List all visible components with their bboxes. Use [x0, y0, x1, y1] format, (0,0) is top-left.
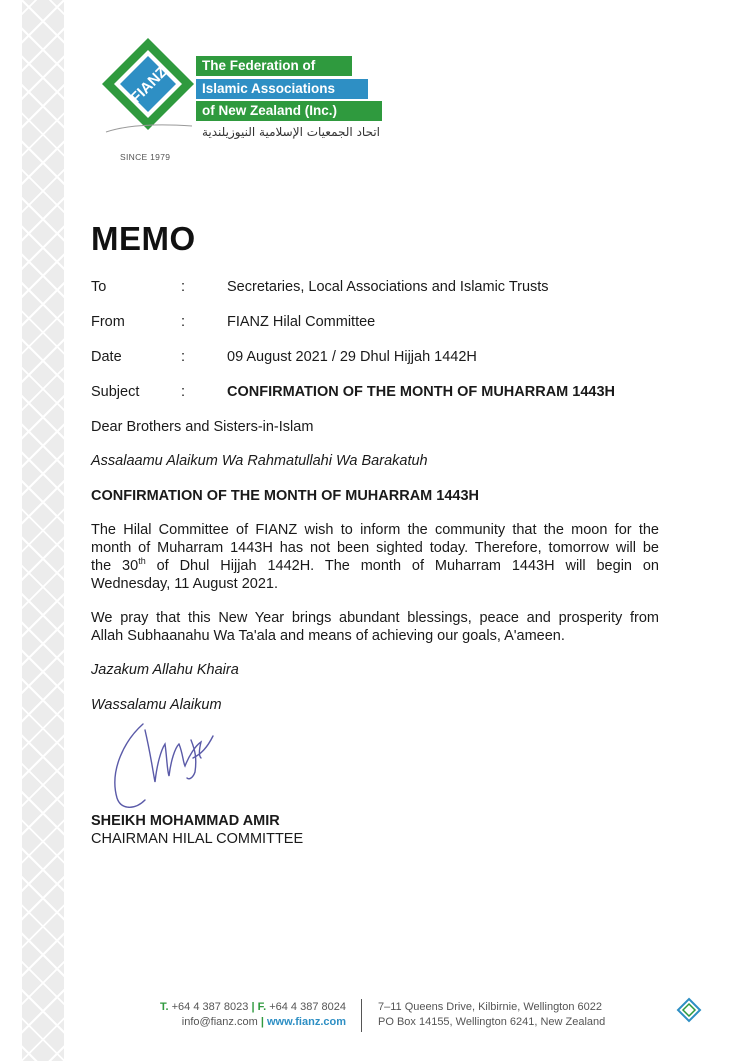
- footer-contact: [150, 1000, 346, 1030]
- paragraph-1-line-3-sup: th: [138, 556, 146, 567]
- logo-arabic-text: اتحاد الجمعيات الإسلامية النيوزيلندية: [201, 125, 380, 139]
- email-link[interactable]: info@fianz.com: [181, 1016, 258, 1028]
- phone-label: T.: [159, 1001, 169, 1013]
- field-subject-value: CONFIRMATION OF THE MONTH OF MUHARRAM 1443H: [227, 384, 616, 400]
- salutation: Dear Brothers and Sisters-in-Islam: [91, 419, 314, 435]
- field-from-value: FIANZ Hilal Committee: [227, 314, 376, 330]
- body-heading: CONFIRMATION OF THE MONTH OF MUHARRAM 1443H: [91, 488, 480, 504]
- field-to-colon: :: [181, 279, 186, 295]
- field-date-value: 09 August 2021 / 29 Dhul Hijjah 1442H: [227, 349, 477, 365]
- paragraph-2: [91, 609, 659, 645]
- signatory-title: CHAIRMAN HILAL COMMITTEE: [91, 831, 304, 847]
- website-link[interactable]: www.fianz.com: [266, 1016, 346, 1028]
- footer-email-line: [150, 1015, 346, 1030]
- field-to: [91, 277, 671, 297]
- field-date-label: Date: [91, 349, 122, 365]
- paragraph-1-line-1: The Hilal Committee of FIANZ wish to inform the community that the moon for the: [91, 522, 659, 538]
- paragraph-2-line-2: Allah Subhaanahu Wa Ta'ala and means of achieving our goals, A'ameen.: [91, 628, 565, 644]
- paragraph-1-line-3: [91, 557, 659, 575]
- paragraph-1-line-3-post: of Dhul Hijjah 1442H. The month of Muharram 1443H will begin on: [145, 558, 659, 574]
- field-subject: [91, 382, 671, 402]
- logo-line-3: of New Zealand (Inc.): [196, 101, 382, 121]
- logo-since: SINCE 1979: [120, 152, 171, 162]
- closing-2: Wassalamu Alaikum: [91, 697, 222, 713]
- logo-line-1: The Federation of: [196, 56, 352, 76]
- footer-address: [378, 1000, 605, 1030]
- field-to-label: To: [91, 279, 107, 295]
- field-date-colon: :: [181, 349, 186, 365]
- field-from: [91, 312, 671, 332]
- paragraph-1: [91, 521, 659, 593]
- phone-number: +64 4 387 8023: [171, 1001, 249, 1013]
- field-to-value: Secretaries, Local Associations and Islamic Trusts: [227, 279, 549, 295]
- greeting: Assalaamu Alaikum Wa Rahmatullahi Wa Barakatuh: [91, 453, 428, 469]
- field-subject-colon: :: [181, 384, 186, 400]
- fianz-logo: [96, 36, 396, 166]
- footer-phone-line: [150, 1000, 346, 1015]
- handwritten-signature: [95, 720, 225, 815]
- paragraph-1-line-4: Wednesday, 11 August 2021.: [91, 576, 279, 592]
- address-line-2: PO Box 14155, Wellington 6241, New Zealand: [378, 1016, 606, 1028]
- field-from-label: From: [91, 314, 125, 330]
- paragraph-1-line-2: month of Muharram 1443H has not been sighted today. Therefore, tomorrow will be: [91, 540, 659, 556]
- memo-title: MEMO: [91, 220, 196, 257]
- field-subject-label: Subject: [91, 384, 140, 400]
- signatory-name: SHEIKH MOHAMMAD AMIR: [91, 813, 280, 829]
- closing-1: Jazakum Allahu Khaira: [91, 662, 239, 678]
- logo-monogram: FIANZ: [127, 63, 171, 107]
- address-line-1: 7–11 Queens Drive, Kilbirnie, Wellington 6022: [378, 1001, 603, 1013]
- footer-divider: [361, 999, 362, 1032]
- fianz-mini-diamond-icon: [676, 997, 702, 1023]
- decorative-side-border: [22, 0, 64, 1061]
- footer-separator: |: [251, 1001, 255, 1013]
- fax-label: F.: [257, 1001, 267, 1013]
- field-from-colon: :: [181, 314, 186, 330]
- paragraph-1-line-3-pre: the 30: [91, 558, 139, 574]
- fax-number: +64 4 387 8024: [269, 1001, 346, 1013]
- paragraph-2-line-1: We pray that this New Year brings abundant blessings, peace and prosperity from: [91, 610, 659, 626]
- footer-separator-2: |: [260, 1016, 264, 1028]
- logo-line-2: Islamic Associations: [196, 79, 368, 99]
- field-date: [91, 347, 671, 367]
